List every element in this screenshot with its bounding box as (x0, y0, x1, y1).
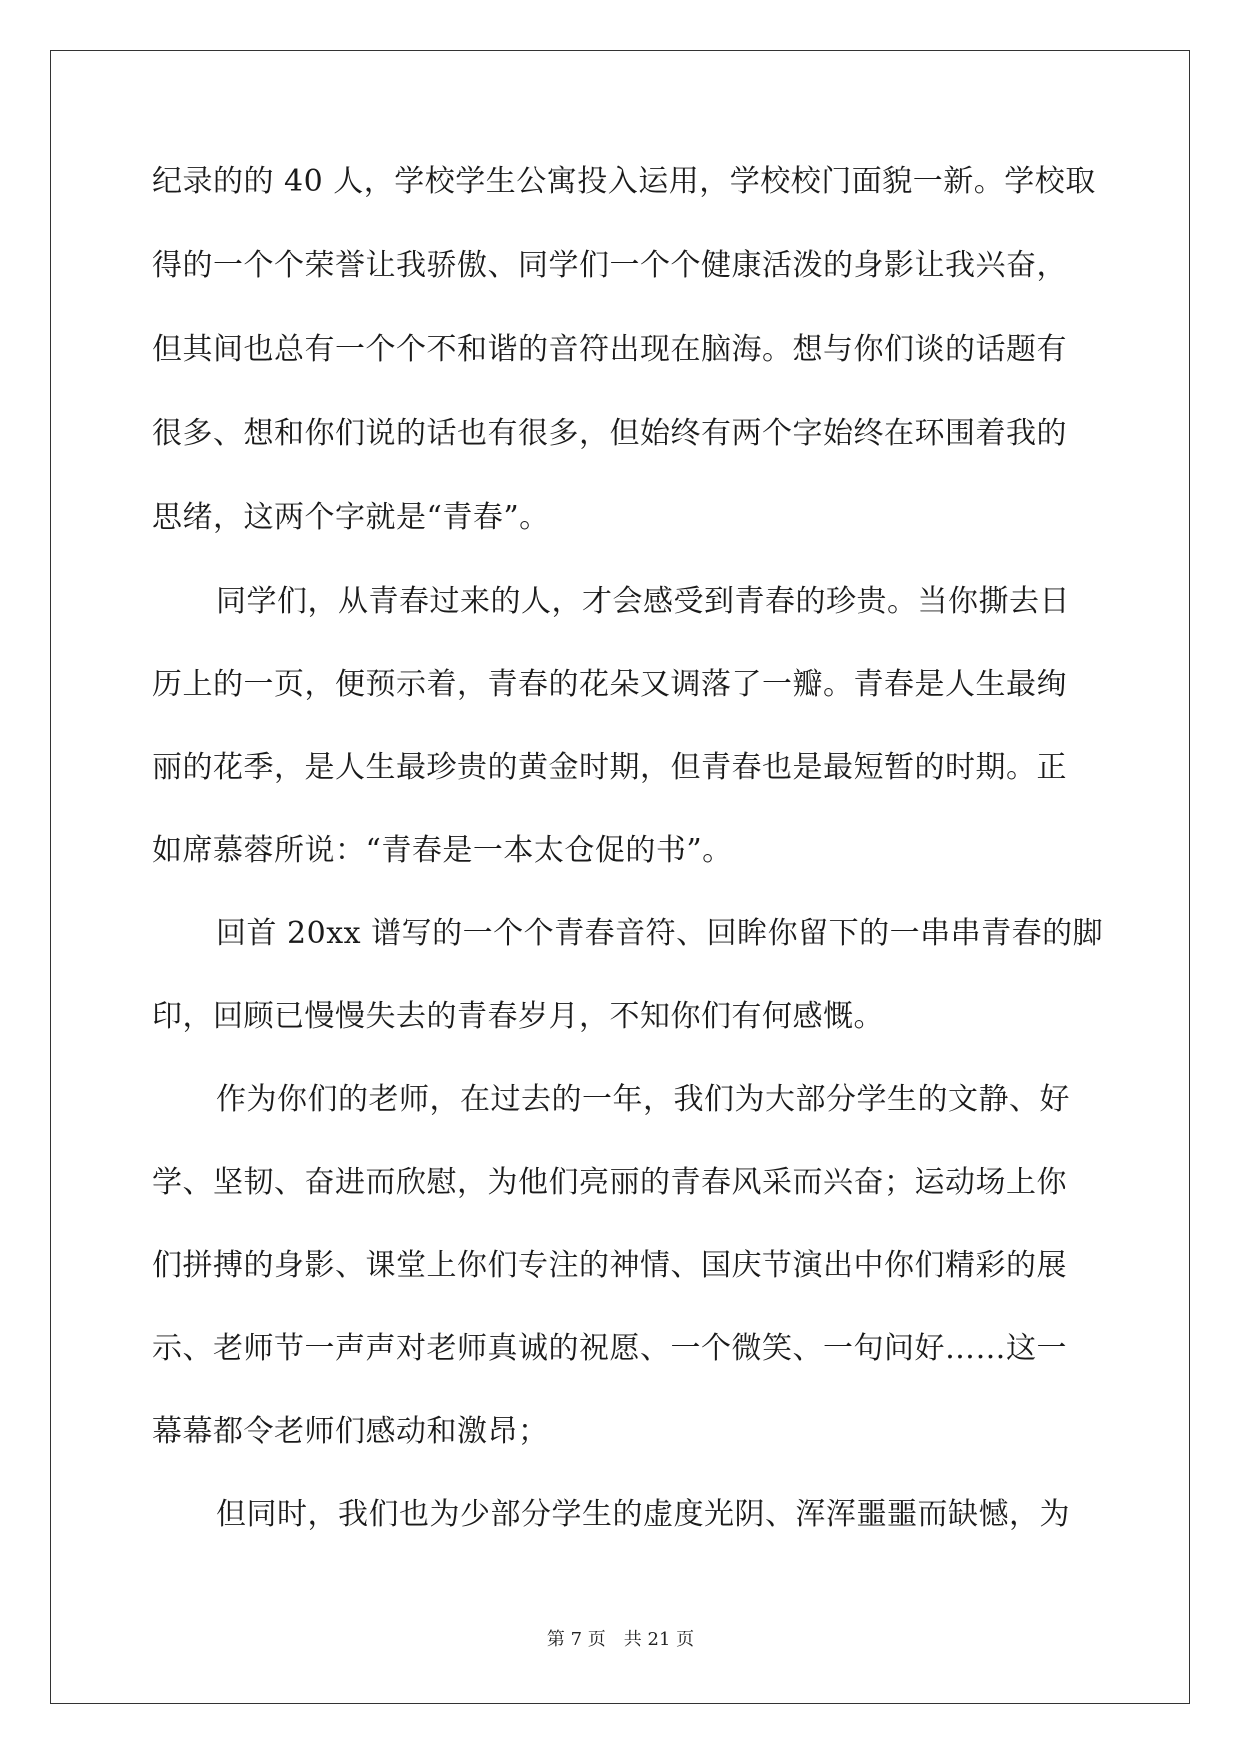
text-line: 历上的一页，便预示着，青春的花朵又调落了一瓣。青春是人生最绚 (152, 667, 1067, 702)
paragraph-start-line: 回首 20xx 谱写的一个个青春音符、回眸你留下的一串串青春的脚 (216, 916, 1104, 951)
page-number: 第 7 页 共 21 页 (546, 1629, 695, 1650)
text-line: 印，回顾已慢慢失去的青春岁月，不知你们有何感慨。 (152, 999, 884, 1034)
text-line: 思绪，这两个字就是“青春”。 (152, 500, 550, 535)
text-line: 丽的花季，是人生最珍贵的黄金时期，但青春也是最短暂的时期。正 (152, 750, 1067, 785)
text-line: 幕幕都令老师们感动和激昂； (152, 1414, 549, 1449)
text-line: 得的一个个荣誉让我骄傲、同学们一个个健康活泼的身影让我兴奋， (152, 248, 1067, 283)
text-line: 如席慕蓉所说：“青春是一本太仓促的书”。 (152, 833, 733, 868)
text-line: 纪录的的 40 人，学校学生公寓投入运用，学校校门面貌一新。学校取 (152, 164, 1096, 199)
paragraph-start-line: 同学们，从青春过来的人，才会感受到青春的珍贵。当你撕去日 (216, 584, 1070, 619)
text-line: 学、坚韧、奋进而欣慰，为他们亮丽的青春风采而兴奋；运动场上你 (152, 1165, 1067, 1200)
paragraph-start-line: 作为你们的老师，在过去的一年，我们为大部分学生的文静、好 (216, 1082, 1070, 1117)
text-line: 们拼搏的身影、课堂上你们专注的神情、国庆节演出中你们精彩的展 (152, 1248, 1067, 1283)
text-line: 但其间也总有一个个不和谐的音符出现在脑海。想与你们谈的话题有 (152, 332, 1067, 367)
text-line: 示、老师节一声声对老师真诚的祝愿、一个微笑、一句问好……这一 (152, 1331, 1067, 1366)
paragraph-start-line: 但同时，我们也为少部分学生的虚度光阴、浑浑噩噩而缺憾，为 (216, 1497, 1070, 1532)
text-line: 很多、想和你们说的话也有很多，但始终有两个字始终在环围着我的 (152, 416, 1067, 451)
page-border (50, 50, 1190, 1704)
